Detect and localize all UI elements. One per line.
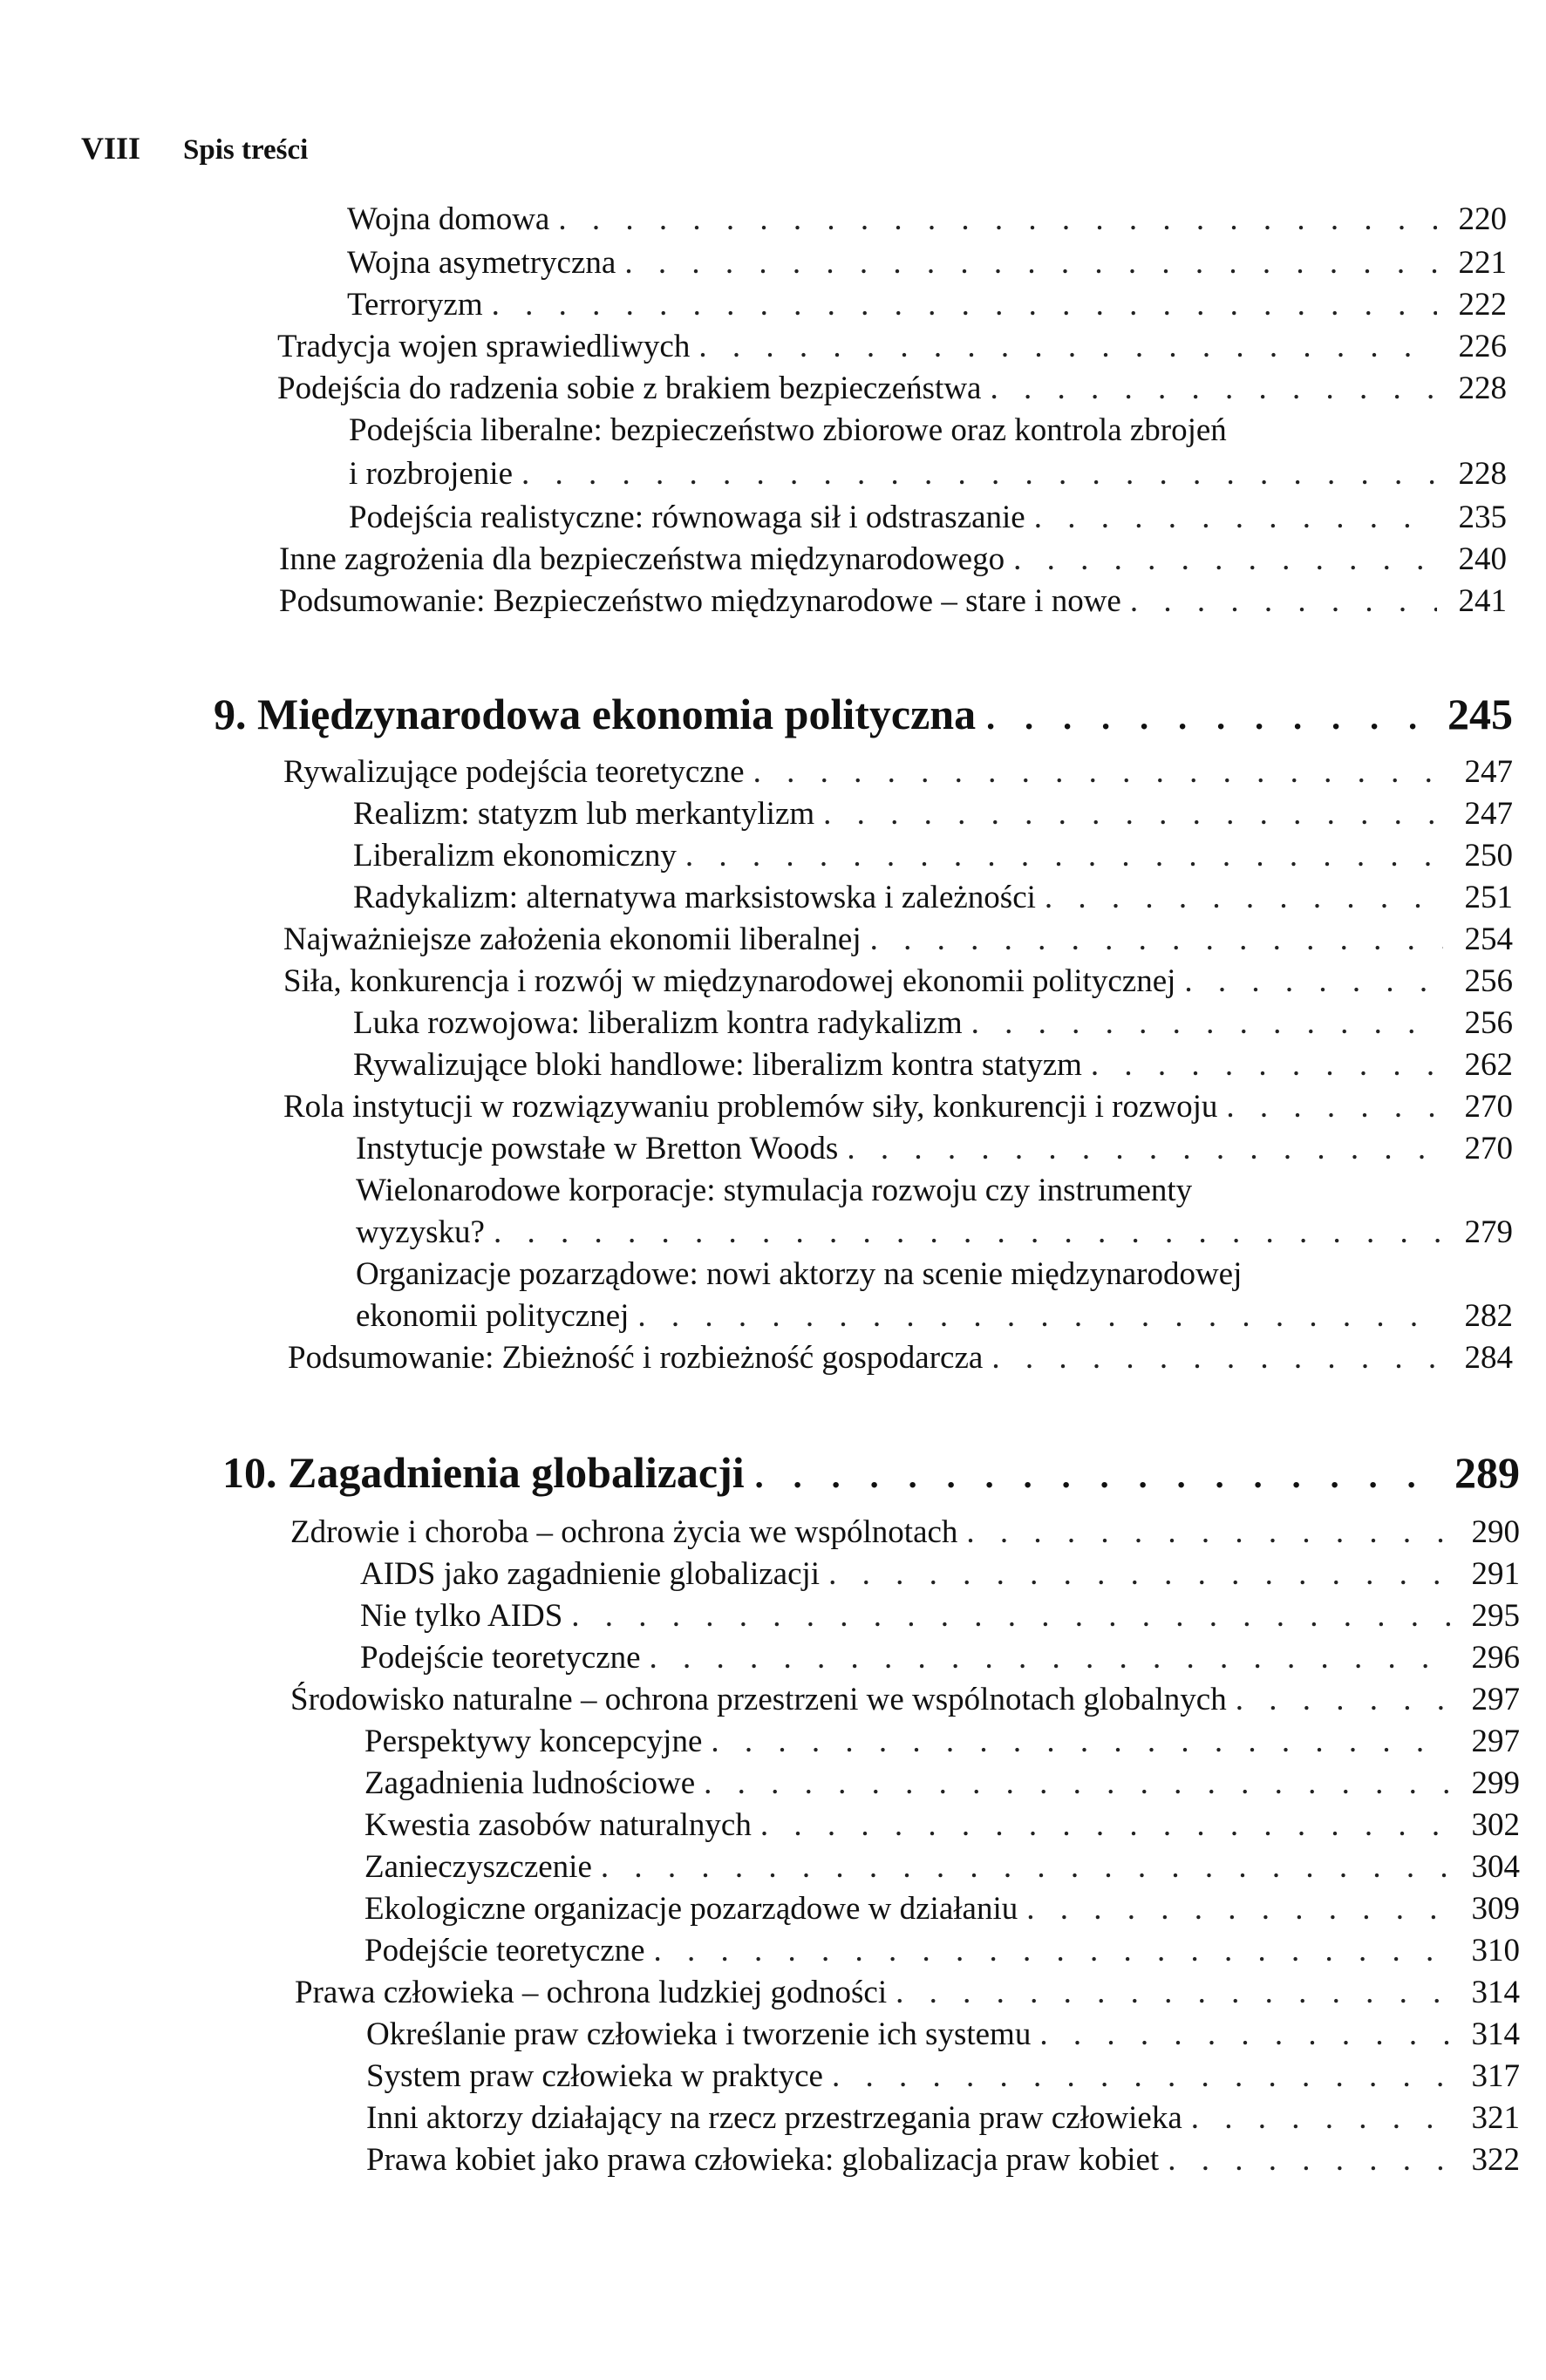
toc-entry-label: Środowisko naturalne – ochrona przestrzeni we wspólnotach globalnych (290, 1682, 1227, 1717)
toc-entry[interactable] (283, 921, 1513, 958)
toc-entry-label: Wojna asymetryczna (347, 245, 616, 281)
toc-entry[interactable] (356, 1130, 1513, 1167)
toc-page-number: 290 (1471, 1514, 1520, 1550)
toc-entry[interactable] (364, 1890, 1520, 1928)
toc-entry[interactable] (279, 582, 1507, 620)
toc-page-number: 221 (1458, 245, 1507, 281)
toc-page-number: 282 (1464, 1298, 1513, 1334)
leader-dots (571, 1597, 1450, 1635)
toc-page-number: 226 (1458, 329, 1507, 364)
leader-dots (753, 753, 1443, 791)
toc-page-number: 302 (1471, 1807, 1520, 1843)
leader-dots (558, 201, 1437, 238)
leader-dots (832, 2057, 1450, 2095)
toc-entry[interactable] (277, 370, 1507, 407)
toc-entry-label-line1: Organizacje pozarządowe: nowi aktorzy na scenie międzynarodowej (356, 1256, 1243, 1292)
toc-entry[interactable] (283, 753, 1513, 791)
leader-dots (991, 1339, 1443, 1377)
toc-page-number: 254 (1464, 921, 1513, 957)
leader-dots (685, 837, 1443, 874)
leader-dots (828, 1555, 1450, 1593)
toc-entry-label: Zdrowie i choroba – ochrona życia we wspólnotach (290, 1514, 958, 1550)
toc-page-number: 321 (1471, 2100, 1520, 2136)
toc-entry[interactable] (360, 1639, 1520, 1676)
toc-entry-label: Kwestia zasobów naturalnych (364, 1807, 752, 1843)
toc-entry[interactable] (349, 499, 1507, 536)
leader-dots (823, 795, 1443, 833)
toc-entry-label: Tradycja wojen sprawiedliwych (277, 329, 691, 364)
toc-page-number: 247 (1464, 796, 1513, 832)
leader-dots (521, 455, 1437, 493)
toc-entry-label-line1: Podejścia liberalne: bezpieczeństwo zbiorowe oraz kontrola zbrojeń (349, 412, 1227, 448)
toc-entry[interactable] (288, 1339, 1513, 1377)
leader-dots (971, 1004, 1443, 1042)
toc-entry-label: wyzysku? (356, 1214, 485, 1250)
toc-page-number: 296 (1471, 1640, 1520, 1676)
toc-entry[interactable] (290, 1681, 1520, 1718)
toc-entry-label: AIDS jako zagadnienie globalizacji (360, 1556, 821, 1592)
toc-entry-label: Nie tylko AIDS (360, 1598, 563, 1634)
toc-page-number: 304 (1471, 1849, 1520, 1885)
toc-entry[interactable] (356, 1297, 1513, 1335)
toc-entry-label: Zagadnienia ludnościowe (364, 1765, 696, 1801)
toc-entry[interactable] (353, 879, 1513, 916)
toc-page-number: 314 (1471, 2016, 1520, 2052)
toc-entry[interactable] (360, 1597, 1520, 1635)
toc-entry-label: Podejście teoretyczne (364, 1933, 645, 1969)
chapter-title: 9. Międzynarodowa ekonomia polityczna (214, 690, 977, 738)
toc-entry-label: Terroryzm (347, 287, 483, 323)
toc-entry[interactable] (364, 1848, 1520, 1886)
toc-entry[interactable] (360, 1555, 1520, 1593)
toc-entry-label: Instytucje powstałe w Bretton Woods (356, 1131, 839, 1166)
leader-dots (492, 286, 1437, 323)
toc-entry-label: ekonomii politycznej (356, 1298, 630, 1334)
leader-dots (847, 1130, 1443, 1167)
toc-page-number: 250 (1464, 838, 1513, 874)
toc-entry[interactable] (353, 837, 1513, 874)
toc-entry[interactable] (366, 2057, 1520, 2095)
leader-dots (760, 1806, 1450, 1844)
toc-page-number: 295 (1471, 1598, 1520, 1634)
toc-entry-label: Rola instytucji w rozwiązywaniu problemów siły, konkurencji i rozwoju (283, 1089, 1218, 1125)
toc-entry-label: Radykalizm: alternatywa marksistowska i zależności (353, 880, 1036, 915)
toc-entry[interactable] (366, 2141, 1520, 2179)
toc-page-number: 291 (1471, 1556, 1520, 1592)
toc-entry-label: Ekologiczne organizacje pozarządowe w działaniu (364, 1891, 1018, 1927)
toc-entry[interactable] (356, 1214, 1513, 1251)
leader-dots (1039, 2016, 1450, 2053)
chapter-page-number: 289 (1454, 1448, 1520, 1497)
leader-dots (1191, 2099, 1450, 2137)
toc-entry[interactable] (277, 328, 1507, 365)
toc-entry-label: i rozbrojenie (349, 456, 513, 492)
toc-entry-label-line1: Wielonarodowe korporacje: stymulacja rozwoju czy instrumenty (356, 1173, 1193, 1208)
toc-page-number: 235 (1458, 500, 1507, 535)
toc-page-number: 228 (1458, 371, 1507, 406)
leader-dots (1236, 1681, 1450, 1718)
toc-entry[interactable] (364, 1765, 1520, 1802)
toc-entry-label: Podejście teoretyczne (360, 1640, 641, 1676)
toc-page-number: 270 (1464, 1131, 1513, 1166)
chapter-heading[interactable] (214, 689, 1513, 739)
toc-entry-label: Rywalizujące bloki handlowe: liberalizm kontra statyzm (353, 1047, 1082, 1083)
leader-dots (494, 1214, 1443, 1251)
toc-page-number: 270 (1464, 1089, 1513, 1125)
toc-entry-label: Podejścia realistyczne: równowaga sił i odstraszanie (349, 500, 1025, 535)
leader-dots (711, 1723, 1450, 1760)
toc-page-number: 256 (1464, 963, 1513, 999)
toc-page-number: 310 (1471, 1933, 1520, 1969)
toc-entry-label: Określanie praw człowieka i tworzenie ich systemu (366, 2016, 1032, 2052)
toc-page-number: 314 (1471, 1975, 1520, 2010)
leader-dots (624, 244, 1437, 282)
toc-entry[interactable] (279, 541, 1507, 578)
toc-entry[interactable] (353, 1004, 1513, 1042)
toc-entry[interactable] (347, 201, 1507, 238)
toc-entry[interactable] (290, 1513, 1520, 1551)
toc-entry[interactable] (347, 244, 1507, 282)
leader-dots (698, 328, 1437, 365)
toc-page-number: 279 (1464, 1214, 1513, 1250)
toc-page-number: 317 (1471, 2058, 1520, 2094)
leader-dots (986, 697, 1437, 738)
leader-dots (870, 921, 1443, 958)
toc-page-number: 297 (1471, 1682, 1520, 1717)
running-title: Spis treści (183, 134, 309, 166)
toc-entry-label: Luka rozwojowa: liberalizm kontra radykalizm (353, 1005, 963, 1041)
toc-entry-label: Zanieczyszczenie (364, 1849, 592, 1885)
leader-dots (1026, 1890, 1450, 1928)
toc-page-number: 297 (1471, 1724, 1520, 1759)
leader-dots (1013, 541, 1437, 578)
toc-entry[interactable] (347, 286, 1507, 323)
toc-page-number: 309 (1471, 1891, 1520, 1927)
toc-entry-label: Wojna domowa (347, 201, 550, 237)
toc-entry[interactable] (283, 962, 1513, 1000)
toc-entry[interactable] (364, 1806, 1520, 1844)
toc-page-number: 228 (1458, 456, 1507, 492)
toc-entry[interactable] (283, 1088, 1513, 1125)
toc-page-number: 262 (1464, 1047, 1513, 1083)
chapter-title: 10. Zagadnienia globalizacji (222, 1448, 745, 1497)
toc-entry[interactable] (349, 455, 1507, 493)
toc-page-number: 251 (1464, 880, 1513, 915)
leader-dots (654, 1932, 1450, 1969)
toc-page-number: 220 (1458, 201, 1507, 237)
leader-dots (1184, 962, 1443, 1000)
page-header (81, 129, 308, 169)
toc-entry-label: Najważniejsze założenia ekonomii liberalnej (283, 921, 862, 957)
toc-entry-label: Liberalizm ekonomiczny (353, 838, 677, 874)
toc-page-number: 240 (1458, 541, 1507, 577)
leader-dots (1045, 879, 1443, 916)
toc-page-number: 247 (1464, 754, 1513, 790)
leader-dots (1091, 1046, 1443, 1084)
leader-dots (1168, 2141, 1450, 2179)
leader-dots (990, 370, 1437, 407)
chapter-heading[interactable] (222, 1447, 1520, 1498)
leader-dots (650, 1639, 1450, 1676)
toc-entry-label: Realizm: statyzm lub merkantylizm (353, 796, 815, 832)
toc-entry-label: Inni aktorzy działający na rzecz przestrzegania praw człowieka (366, 2100, 1182, 2136)
leader-dots (966, 1513, 1450, 1551)
toc-entry-label: Podsumowanie: Bezpieczeństwo międzynarodowe – stare i nowe (279, 583, 1121, 619)
toc-page-number: 284 (1464, 1340, 1513, 1376)
leader-dots (637, 1297, 1443, 1335)
leader-dots (601, 1848, 1450, 1886)
toc-entry[interactable] (353, 795, 1513, 833)
toc-entry-label: Prawa człowieka – ochrona ludzkiej godności (295, 1975, 888, 2010)
toc-entry[interactable] (366, 2016, 1520, 2053)
leader-dots (1130, 582, 1437, 620)
chapter-page-number: 245 (1447, 690, 1513, 738)
leader-dots (1226, 1088, 1443, 1125)
leader-dots (896, 1974, 1450, 2011)
toc-entry-label: Siła, konkurencja i rozwój w międzynarodowej ekonomii politycznej (283, 963, 1176, 999)
toc-entry[interactable] (364, 1723, 1520, 1760)
toc-entry-label: System praw człowieka w praktyce (366, 2058, 823, 2094)
toc-entry[interactable] (295, 1974, 1520, 2011)
toc-entry-label: Podsumowanie: Zbieżność i rozbieżność gospodarcza (288, 1340, 984, 1376)
toc-entry-label: Perspektywy koncepcyjne (364, 1724, 703, 1759)
leader-dots (1034, 499, 1437, 536)
toc-page-number: 222 (1458, 287, 1507, 323)
toc-page-number: 322 (1471, 2142, 1520, 2178)
toc-page-number: 241 (1458, 583, 1507, 619)
leader-dots (755, 1455, 1444, 1496)
toc-entry-label: Prawa kobiet jako prawa człowieka: globalizacja praw kobiet (366, 2142, 1160, 2178)
toc-entry-label: Rywalizujące podejścia teoretyczne (283, 754, 745, 790)
leader-dots (704, 1765, 1450, 1802)
toc-page-number: 299 (1471, 1765, 1520, 1801)
toc-entry[interactable] (353, 1046, 1513, 1084)
page-number: VIII (81, 131, 141, 166)
toc-entry[interactable] (364, 1932, 1520, 1969)
toc-entry-label: Inne zagrożenia dla bezpieczeństwa międzynarodowego (279, 541, 1005, 577)
toc-entry[interactable] (366, 2099, 1520, 2137)
toc-entry-label: Podejścia do radzenia sobie z brakiem bezpieczeństwa (277, 371, 982, 406)
toc-page-number: 256 (1464, 1005, 1513, 1041)
